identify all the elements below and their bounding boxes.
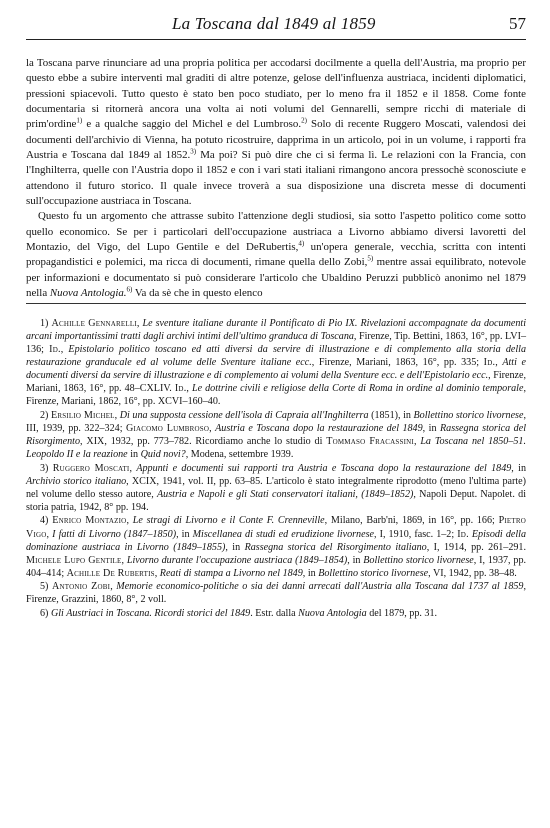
text-rule (26, 303, 526, 304)
footnote-1: 1) Achille Gennarelli, Le sventure italiane durante il Pontificato di Pio IX. Rivelazioni accompagnate da documenti arcani importantissimi tratti dagli archivi intimi dell'ultimo granduca di Toscana, Firenze, Tip. Bettini, 1863, 16°, pp. LVI–136; Id., Epistolario politico toscano ed atti diversi da servire di illustrazione e di complemento alla storia della restaurazione granducale ed al volume delle Sventure italiane ecc., Firenze, Mariani, 1863, 16°, pp. 335; Id., Atti e documenti diversi da servire di illustrazione e di complemento ai volumi della Sventure ecc. e dell'Epistolario ecc., Firenze, Mariani, 1863, 16°, pp. 48–CXLIV. Id., Le dottrine civili e religiose della Corte di Roma in ordine al dominio temporale, Firenze, Mariani, 1862, 16°, pp. XCVI–160–40. (26, 317, 527, 408)
footnote-ref[interactable]: 5) (367, 254, 374, 263)
main-text (26, 56, 526, 302)
footnote-ref[interactable]: 2) (301, 116, 307, 125)
footnote-marker: 2) (40, 409, 49, 421)
footnote-marker: 1) (40, 317, 49, 329)
footnote-6: 6) Gli Austriaci in Toscana. Ricordi storici del 1849. Estr. dalla Nuova Antologia del 1879, pp. 31. (40, 608, 438, 620)
running-head (26, 12, 526, 42)
footnote-ref[interactable]: 1) (76, 116, 83, 125)
footnote-marker: 4) (40, 515, 49, 527)
footnote-5: 5) Antonio Zobi, Memorie economico-politiche o sia dei danni arrecati dall'Austria alla Toscana dal 1737 al 1859, Firenze, Grazzini, 1860, 8°, 2 voll. (26, 581, 527, 606)
footnote-ref[interactable]: 6) (126, 285, 133, 294)
footnote-marker: 3) (40, 462, 49, 474)
footnotes (26, 317, 526, 621)
running-title: La Toscana dal 1849 al 1859 (172, 14, 376, 33)
header-rule (26, 39, 526, 40)
paragraph: Questo fu un argomento che attrasse subito l'attenzione degli studiosi, sia sotto l'aspetto politico come sotto quello economico. Se per i particolari dell'occupazione austriaca a Livorno abbiamo diversi lavoretti del Montazio, del Vigo, del Lupo Gentile e del DeRubertis,$^{4)}$ un'opera generale, vecchia, scritta con intenti propagandistici e polemici, ma ricca di documenti, rimane quella dello Zobi,$^{5)}$ mentre assai equilibrato, notevole per informazioni e documentato si può considerare l'articolo che Ubaldino Peruzzi pubblicò anonimo nel 1879 nella Nuova Antologia.$^{6)}$ Va da sè che in questo elenco (26, 210, 526, 300)
footnote-2: 2) Ersilio Michel, Di una supposta cessione dell'isola di Capraia all'Inghilterra (1851), in Bollettino storico livornese, III, 1939, pp. 322–324; Giacomo Lumbroso, Austria e Toscana dopo la restaurazione del 1849, in Rassegna storica del Risorgimento, XIX, 1932, pp. 773–782. Ricordiamo anche lo studio di Tommaso Fracassini, La Toscana nel 1850–51. Leopoldo II e la reazione in Quid novi?, Modena, settembre 1939. (26, 409, 526, 460)
page-number: 57 (509, 14, 526, 33)
footnote-marker: 6) (40, 608, 49, 620)
paragraph: la Toscana parve rinunciare ad una propria politica per accodarsi docilmente a quella dell'Austria, ma proprio per questo ebbe a subire interventi mal graditi di altre potenze, gelose dell'influenza austriaca, incidenti diplomatici, pressioni spiacevoli. Tutto questo è stato ben poco studiato, per lo meno fra il 1852 e il 1858. Come fonte documentaria si ritornerà ancora una volta ai noti volumi del Gennarelli, sempre ricchi di materiale di prim'ordine$^{1)}$ e a qualche saggio del Michel e del Lumbroso.$^{2)}$ Solo di recente Ruggero Moscati, valendosi dei documenti dell'archivio di Vienna, ha potuto ricostruire, dapprima in un articolo, poi in un volume, i rapporti fra Austria e Toscana dal 1849 al 1852.$^{3)}$ Ma poi? Si può dire che ci si ferma lì. Le relazioni con la Francia, con l'Inghilterra, quelle con l'Austria dopo il 1852 e con i vari stati italiani rimangono ancora pressochè sconosciute e attendono il futuro storico. Il quale invece troverà a sua disposizione una discreta messe di documenti sull'occupazione austriaca in Toscana. (26, 57, 526, 208)
footnote-ref[interactable]: 3) (190, 147, 197, 156)
footnote-4: 4) Enrico Montazio, Le stragi di Livorno e il Conte F. Crenneville, Milano, Barb'ni, 1869, in 16°, pp. 166; Pietro Vigo, I fatti di Livorno (1847–1850), in Miscellanea di studi ed erudizione livornese, I, 1910, fasc. 1–2; Id. Episodi della dominazione austriaca in Livorno (1849–1855), in Rassegna storica del Risorgimento italiano, I, 1914, pp. 261–291. Michele Lupo Gentile, Livorno durante l'occupazione austriaca (1849–1854), in Bollettino storico livornese, I, 1937, pp. 404–414; Achille De Rubertis, Reati di stampa a Livorno nel 1849, in Bollettino storico livornese, VI, 1942, pp. 38–48. (26, 515, 527, 579)
footnote-marker: 5) (40, 581, 49, 593)
footnote-ref[interactable]: 4) (298, 239, 305, 248)
footnote-3: 3) Ruggero Moscati, Appunti e documenti sui rapporti tra Austria e Toscana dopo la restaurazione del 1849, in Archivio storico italiano, XCIX, 1941, vol. II, pp. 63–85. L'articolo è stato integralmente riprodotto (meno l'ultima parte) nel volume dello stesso autore, Austria e Napoli e gli Stati conservatori italiani, (1849–1852), Napoli Deput. Napolet. di storia patria, 1942, 8° pp. 194. (26, 462, 526, 513)
